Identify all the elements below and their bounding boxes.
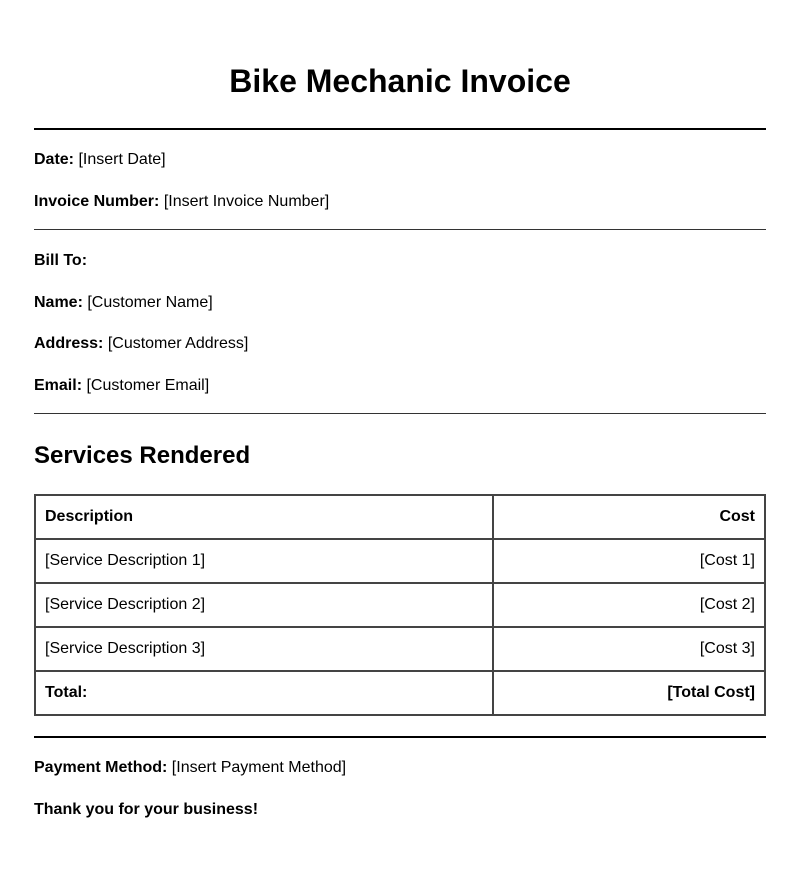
column-header-description: Description <box>35 495 493 539</box>
customer-email-value: [Customer Email] <box>86 377 210 394</box>
service-cost: [Cost 3] <box>493 627 765 671</box>
service-description: [Service Description 3] <box>35 627 493 671</box>
date-label: Date: <box>34 151 75 168</box>
payment-method-label: Payment Method: <box>34 759 168 776</box>
divider-top <box>34 128 766 130</box>
date-value: [Insert Date] <box>78 151 166 168</box>
services-heading: Services Rendered <box>34 442 251 469</box>
invoice-number-value: [Insert Invoice Number] <box>163 193 330 210</box>
customer-address-label: Address: <box>34 335 104 352</box>
payment-method-line <box>34 758 346 778</box>
table-row <box>35 583 765 627</box>
customer-name-value: [Customer Name] <box>87 294 213 311</box>
payment-method-value: [Insert Payment Method] <box>171 759 347 776</box>
invoice-number-label: Invoice Number: <box>34 193 160 210</box>
customer-address-value: [Customer Address] <box>107 335 249 352</box>
closing-line <box>34 800 258 820</box>
table-row <box>35 539 765 583</box>
bill-to-heading <box>34 251 87 271</box>
customer-email-label: Email: <box>34 377 83 394</box>
services-table <box>34 494 766 716</box>
service-cost: [Cost 2] <box>493 583 765 627</box>
customer-email-line <box>34 376 209 396</box>
invoice-number-line <box>34 192 329 212</box>
closing-message: Thank you for your business! <box>34 801 259 818</box>
customer-address-line <box>34 334 248 354</box>
table-header-row <box>35 495 765 539</box>
service-description: [Service Description 2] <box>35 583 493 627</box>
divider-bill-to <box>34 413 766 414</box>
page-title: Bike Mechanic Invoice <box>229 63 571 99</box>
customer-name-label: Name: <box>34 294 83 311</box>
date-line <box>34 150 166 170</box>
customer-name-line <box>34 293 213 313</box>
divider-bottom <box>34 736 766 738</box>
divider-invoice-info <box>34 229 766 230</box>
total-row <box>35 671 765 715</box>
service-cost: [Cost 1] <box>493 539 765 583</box>
total-label: Total: <box>35 671 493 715</box>
service-description: [Service Description 1] <box>35 539 493 583</box>
table-row <box>35 627 765 671</box>
bill-to-label: Bill To: <box>34 252 88 269</box>
column-header-cost: Cost <box>493 495 765 539</box>
total-value: [Total Cost] <box>493 671 765 715</box>
